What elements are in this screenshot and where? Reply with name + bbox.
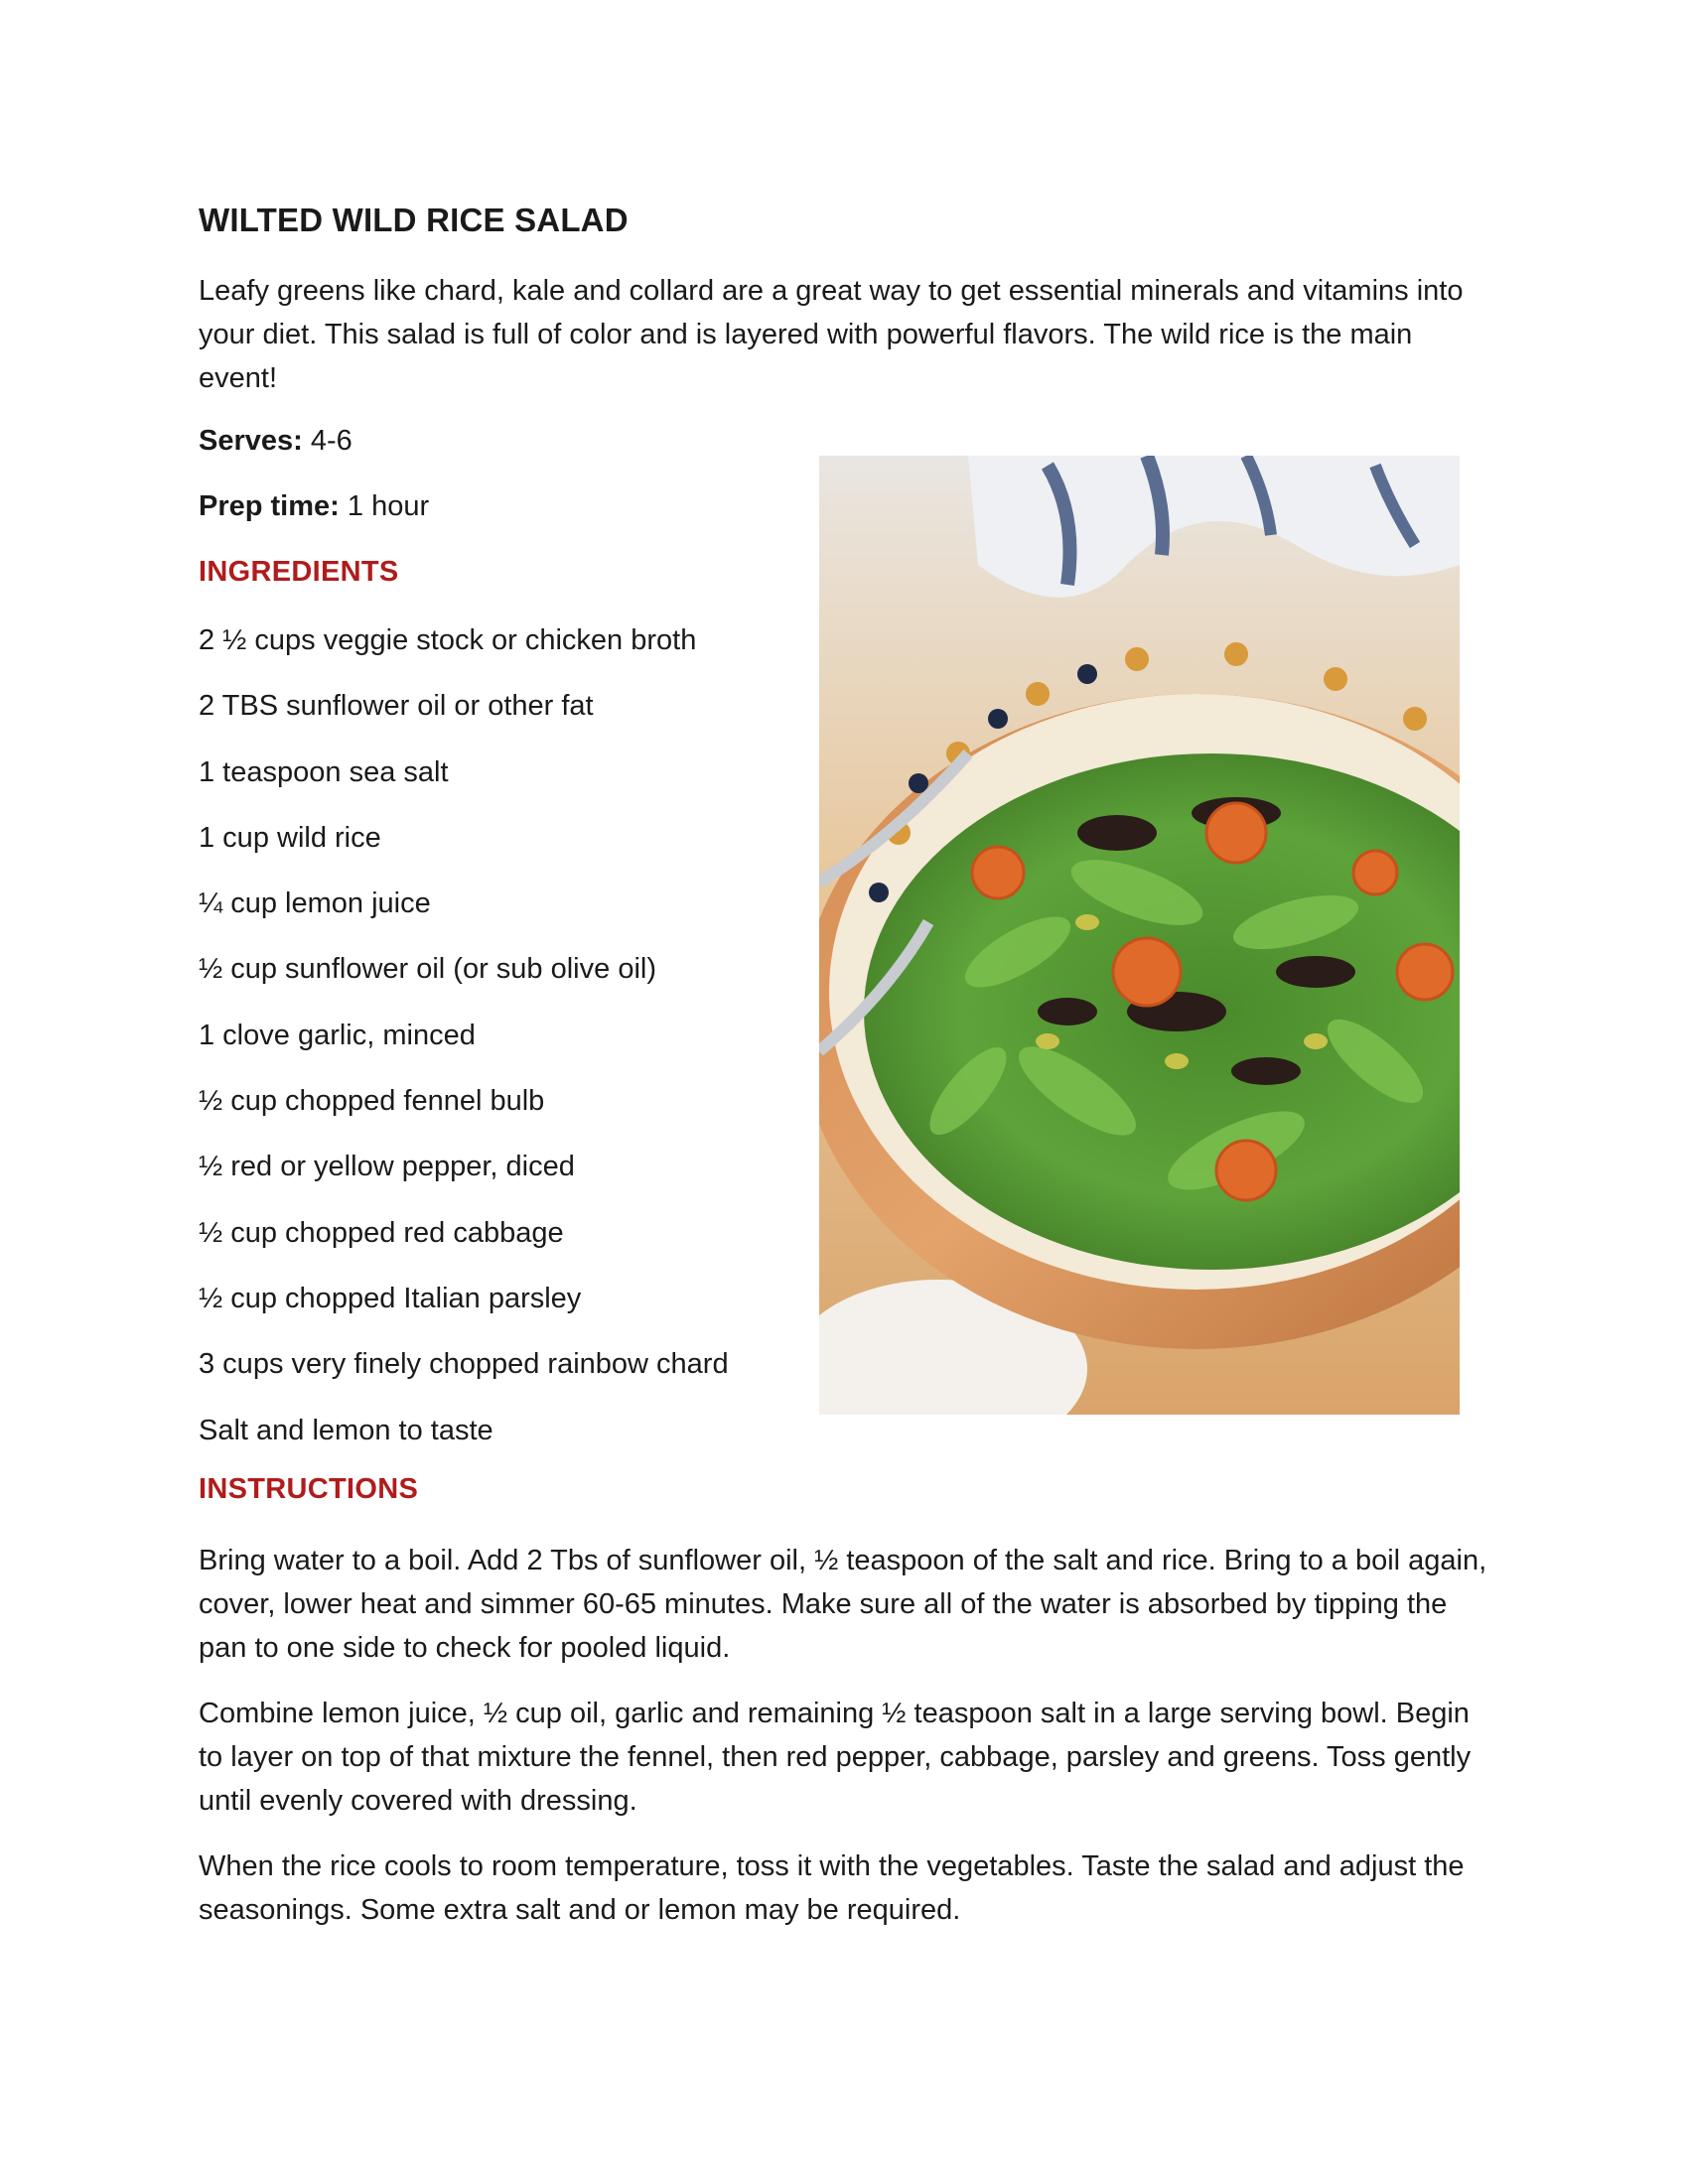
serves-label: Serves: (199, 425, 303, 457)
ingredient-item: 2 ½ cups veggie stock or chicken broth (199, 624, 697, 656)
ingredient-item: ¼ cup lemon juice (199, 887, 431, 920)
prep-time-label: Prep time: (199, 490, 340, 522)
instruction-step: Combine lemon juice, ½ cup oil, garlic and remaining ½ teaspoon salt in a large serving bowl. Begin to layer on top of that mixture the fennel, then red pepper, cabbage, parsley and greens. Toss gently until evenly covered with dressing. (199, 1698, 1472, 1817)
prep-time-value: 1 hour (347, 490, 430, 522)
ingredient-item: ½ red or yellow pepper, diced (199, 1151, 575, 1183)
serves-line (199, 425, 352, 458)
ingredient-item: ½ cup chopped Italian parsley (199, 1282, 582, 1314)
ingredients-heading: INGREDIENTS (199, 556, 399, 588)
ingredient-item: 1 cup wild rice (199, 821, 381, 854)
salad-photo (819, 456, 1460, 1415)
ingredients-list (199, 620, 729, 1476)
ingredient-item: ½ cup chopped fennel bulb (199, 1085, 545, 1118)
ingredient-item: 1 teaspoon sea salt (199, 755, 449, 788)
serves-value: 4-6 (310, 425, 352, 457)
instruction-step: Bring water to a boil. Add 2 Tbs of sunflower oil, ½ teaspoon of the salt and rice. Bring to a boil again, cover, lower heat and simmer 60-65 minutes. Make sure all of the water is absorbed by tipping the pan to one side to check for pooled liquid. (199, 1545, 1487, 1664)
ingredient-item: 2 TBS sunflower oil or other fat (199, 690, 594, 723)
ingredient-item: Salt and lemon to taste (199, 1414, 493, 1446)
ingredient-item: ½ cup chopped red cabbage (199, 1216, 564, 1249)
ingredient-item: 3 cups very finely chopped rainbow chard (199, 1348, 729, 1381)
instruction-step: When the rice cools to room temperature, toss it with the vegetables. Taste the salad and adjust the seasonings. Some extra salt and or lemon may be required. (199, 1850, 1465, 1926)
recipe-intro: Leafy greens like chard, kale and collard are a great way to get essential minerals and vitamins into your diet. This salad is full of color and is layered with powerful flavors. The wild rice is the main event! (199, 275, 1464, 394)
instructions-heading: INSTRUCTIONS (199, 1473, 419, 1505)
recipe-title: WILTED WILD RICE SALAD (199, 202, 629, 238)
ingredient-item: 1 clove garlic, minced (199, 1019, 476, 1051)
ingredient-item: ½ cup sunflower oil (or sub olive oil) (199, 953, 656, 986)
instructions-block (199, 1539, 1489, 1954)
prep-time-line (199, 490, 429, 523)
